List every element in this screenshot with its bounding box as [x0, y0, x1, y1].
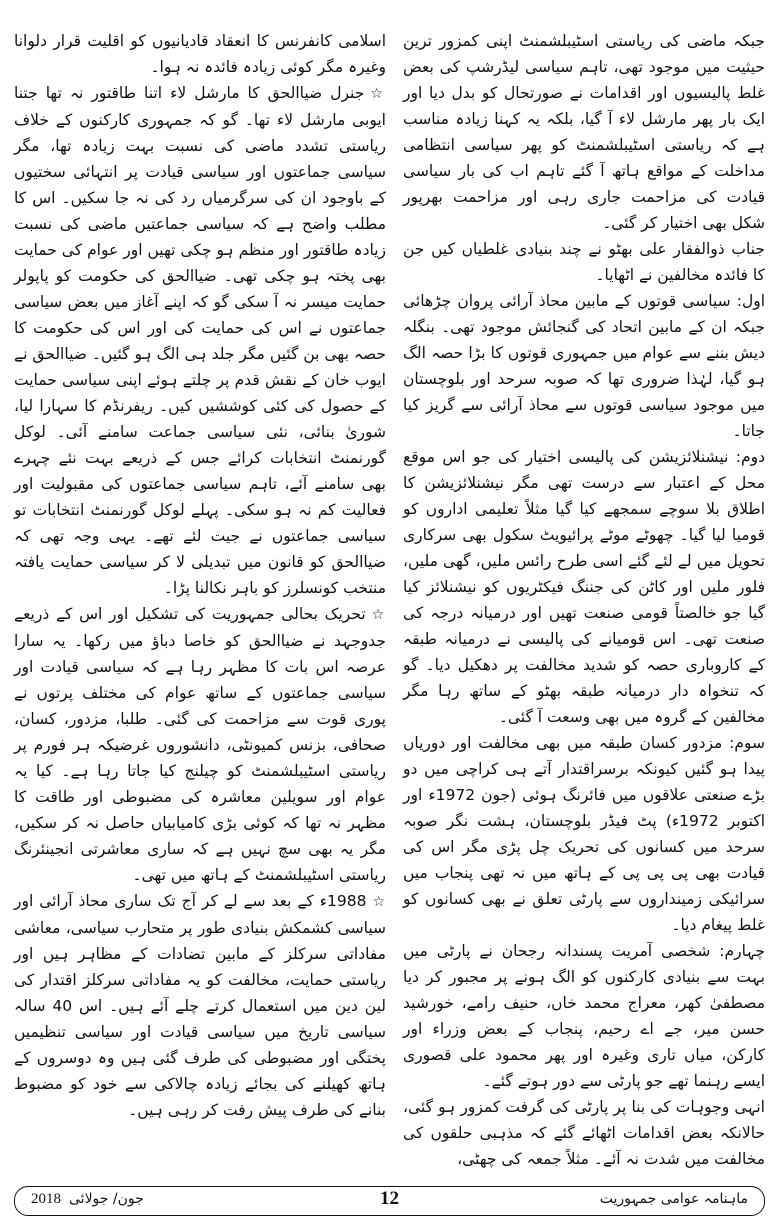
right-column — [403, 28, 765, 1172]
page-number: 12 — [380, 1188, 399, 1209]
paragraph: چہارم: شخصی آمریت پسندانہ رجحان نے پارٹی میں بہت سے بنیادی کارکنوں کو الگ ہونے پر مجبور کر دیا مصطفیٰ کھر، معراج محمد خاں، حنیف رامے، خورشید حسن میر، جے اے رحیم، پنجاب کے بعض وزراء اور کارکن، میاں تاری وغیرہ اور پھر محمود علی قصوری ایسے رہنما تھے جو پارٹی سے دور ہوتے گئے۔ — [403, 942, 765, 1090]
star-icon: ☆ — [372, 894, 386, 910]
bullet-paragraph — [14, 601, 386, 888]
bullet-paragraph — [14, 888, 386, 1123]
star-icon: ☆ — [370, 86, 386, 102]
left-column — [14, 28, 386, 1123]
paragraph: سوم: مزدور کسان طبقہ میں بھی مخالفت اور دوریاں پیدا ہو گئیں کیونکہ برسراقتدار آتے ہی کراچی میں دو بڑے صنعتی علاقوں میں فائرنگ ہوئی (جون 1972ء اور اکتوبر 1972ء) پٹ فیڈر بلوچستان، ہشت نگر صوبہ سرحد میں کسانوں کی تحریک چل پڑی مگر اس کی قیادت بھی پی پی پی کے ہاتھ میں نہ تھی پنجاب میں سرائیکی زمینداروں سے پارٹی تعلق نے بھی کسانوں کو غلط پیغام دیا۔ — [403, 734, 766, 934]
bullet-text: 1988ء کے بعد سے لے کر آج تک ساری محاذ آرائی اور سیاسی کشمکش بنیادی طور پر متحارب سیاسی، معاشی مفاداتی سرکلز کے مابین تضادات کے مظاہر ہیں اور ریاستی حمایت، مخالفت کو یہ مفاداتی سرکلز اقتدار کی لین دین میں استعمال کرتے چلے آئے ہیں۔ اس 40 سالہ سیاسی تاریخ میں سیاسی قیادت اور سیاسی تنظیمیں پختگی اور مضبوطی کی طرف گئی ہیں وہ دوسروں کے ہاتھ کھیلنے کی بجائے زیادہ چالاکی سے خود کو مضبوط بنانے کی طرف پیش رفت کر رہی ہیں۔ — [14, 892, 386, 1119]
bullet-text: تحریک بحالی جمہوریت کی تشکیل اور اس کے ذریعے جدوجہد نے ضیاالحق کو خاصا دباؤ میں رکھا۔ یہ سارا عرصہ اس بات کا مظہر رہا ہے کہ سیاسی قیادت اور سیاسی جماعتوں کے ساتھ عوام کی مختلف پرتوں نے پوری قوت سے مزاحمت کی گئی۔ طلبا، مزدور، کسان، صحافی، بزنس کمیونٹی، دانشوروں غرضیکہ ہر فورم پر ریاستی اسٹیبلشمنٹ کو چیلنج کیا جاتا رہا ہے۔ کیا یہ عوام اور سویلین معاشرہ کی مضبوطی اور طاقت کا مظہر نہ تھا کہ کوئی بڑی کامیابیاں حاصل نہ کر سکیں، مگر یہ بھی سچ نہیں ہے کہ ساری معاشرتی انجینئرنگ ریاستی اسٹیبلشمنٹ کے ہاتھ میں تھی۔ — [14, 605, 386, 884]
paragraph: جناب ذوالفقار علی بھٹو نے چند بنیادی غلطیاں کیں جن کا فائدہ مخالفین نے اٹھایا۔ — [403, 240, 765, 284]
bullet-paragraph — [14, 80, 386, 601]
paragraph: دوم: نیشنلائزیشن کی پالیسی اختیار کی جو اس موقع محل کے اعتبار سے درست تھی مگر نیشنلائزیشن کا اطلاق بلا سوچے سمجھے کیا گیا مثلاً تعلیمی اداروں کو قومیا لیا گیا۔ چھوٹے موٹے پرائیویٹ سکول بھی سرکاری تحویل میں لے لئے گئے اسی طرح رائس ملیں، گھی ملیں، فلور ملیں اور کاٹن کی جننگ فیکٹریوں کو نیشنلائز کیا گیا جو خالصتاً قومی صنعت تھیں اور درمیانہ درجہ کی صنعت تھی۔ اس قومیانے کی پالیسی نے درمیانہ طبقہ کے کاروباری حصہ کو شدید مخالفت پر دھکیل دیا۔ گو کہ تنخواہ دار درمیانہ طبقہ بھٹو کے ساتھ رہا مگر مخالفین کے گروہ میں بھی وسعت آ گئی۔ — [403, 448, 765, 726]
columns — [14, 28, 765, 1172]
paragraph: جبکہ ماضی کی ریاستی اسٹیبلشمنٹ اپنی کمزور ترین حیثیت میں موجود تھی، تاہم سیاسی لیڈرشپ کی بعض غلط پالیسیوں اور اقدامات نے صورتحال کو بدل دیا اور ایک بار پھر مارشل لاء آ گیا، بلکہ یہ کہنا زیادہ مناسب ہے کہ ریاستی اسٹیبلشمنٹ کو پھر سیاسی انتظامی مداخلت کے مواقع ہاتھ آ گئے تاہم اب کی بار سیاسی قیادت کی مزاحمت جاری رہی اور مزاحمت بھرپور شکل بھی اختیار کر گئی۔ — [403, 32, 765, 232]
issue-year: 2018 — [31, 1191, 61, 1207]
paragraph: انہی وجوہات کی بنا پر پارٹی کی گرفت کمزور ہو گئی، حالانکہ بعض اقدامات اٹھائے گئے کہ مذہبی حلقوں کی مخالفت میں شدت نہ آئے۔ مثلاً جمعہ کی چھٹی، — [403, 1098, 765, 1168]
paragraph: اسلامی کانفرنس کا انعقاد قادیانیوں کو اقلیت قرار دلوانا وغیرہ مگر کوئی زیادہ فائدہ نہ ہوا۔ — [14, 32, 386, 76]
bullet-text: جنرل ضیاالحق کا مارشل لاء اتنا طاقتور نہ تھا جتنا ایوبی مارشل لاء تھا۔ گو کہ جمہوری کارکنوں کے خلاف ریاستی تشدد ماضی کی نسبت بہت زیادہ تھا، مگر سیاسی جماعتوں اور سیاسی قیادت پر انتہائی سختیوں کے باوجود ان کی سرگرمیاں رد کی نہ جا سکیں۔ اس کا مطلب واضح ہے کہ سیاسی جماعتیں ماضی کی نسبت زیادہ طاقتور اور منظم ہو چکی تھیں اور عوام کی حمایت بھی پختہ ہو چکی تھی۔ ضیاالحق کی حکومت کو پاپولر حمایت میسر نہ آ سکی گو کہ اپنے آغاز میں بعض سیاسی جماعتوں نے اس کی حمایت کی اور اس کی حکومت کا حصہ بھی بن گئیں مگر جلد ہی الگ ہو گئیں۔ ضیاالحق نے ایوب خان کے نقش قدم پر چلتے ہوئے اپنی سیاسی حمایت کے حصول کی کئی کوششیں کیں۔ ریفرنڈم کا سہارا لیا، شوریٰ بنائی، نئی سیاسی جماعت سامنے آئی۔ لوکل گورنمنٹ انتخابات کرائے جس کے ذریعے بہت نئے چہرے بھی سامنے آئے، تاہم سیاسی جماعتوں کی مقبولیت اور فعالیت کم نہ ہو سکی۔ پہلے لوکل گورنمنٹ انتخابات تو سیاسی جماعتوں نے جیت لئے تھے۔ یہی وجہ تھی کہ ضیاالحق کو قانون میں تبدیلی لا کر سیاسی حمایت یافتہ منتخب کونسلرز کو باہر نکالنا پڑا۔ — [14, 84, 386, 597]
star-icon: ☆ — [371, 607, 386, 623]
paragraph: اول: سیاسی قوتوں کے مابین محاذ آرائی پروان چڑھائی جبکہ ان کے مابین اتحاد کی گنجائش موجود تھی۔ بنگلہ دیش بننے سے عوام میں جمہوری قوتوں کا بڑا حصہ الگ ہو گیا، لہٰذا ضروری تھا کہ صوبہ سرحد اور بلوچستان میں موجود سیاسی قوتوں سے محاذ آرائی سے گریز کیا جاتا۔ — [403, 292, 765, 440]
magazine-name: ماہنامہ عوامی جمہوریت — [599, 1191, 748, 1207]
issue-date — [31, 1191, 144, 1208]
page-footer — [14, 1186, 765, 1216]
issue-months: جون/ جولائی — [69, 1191, 144, 1207]
